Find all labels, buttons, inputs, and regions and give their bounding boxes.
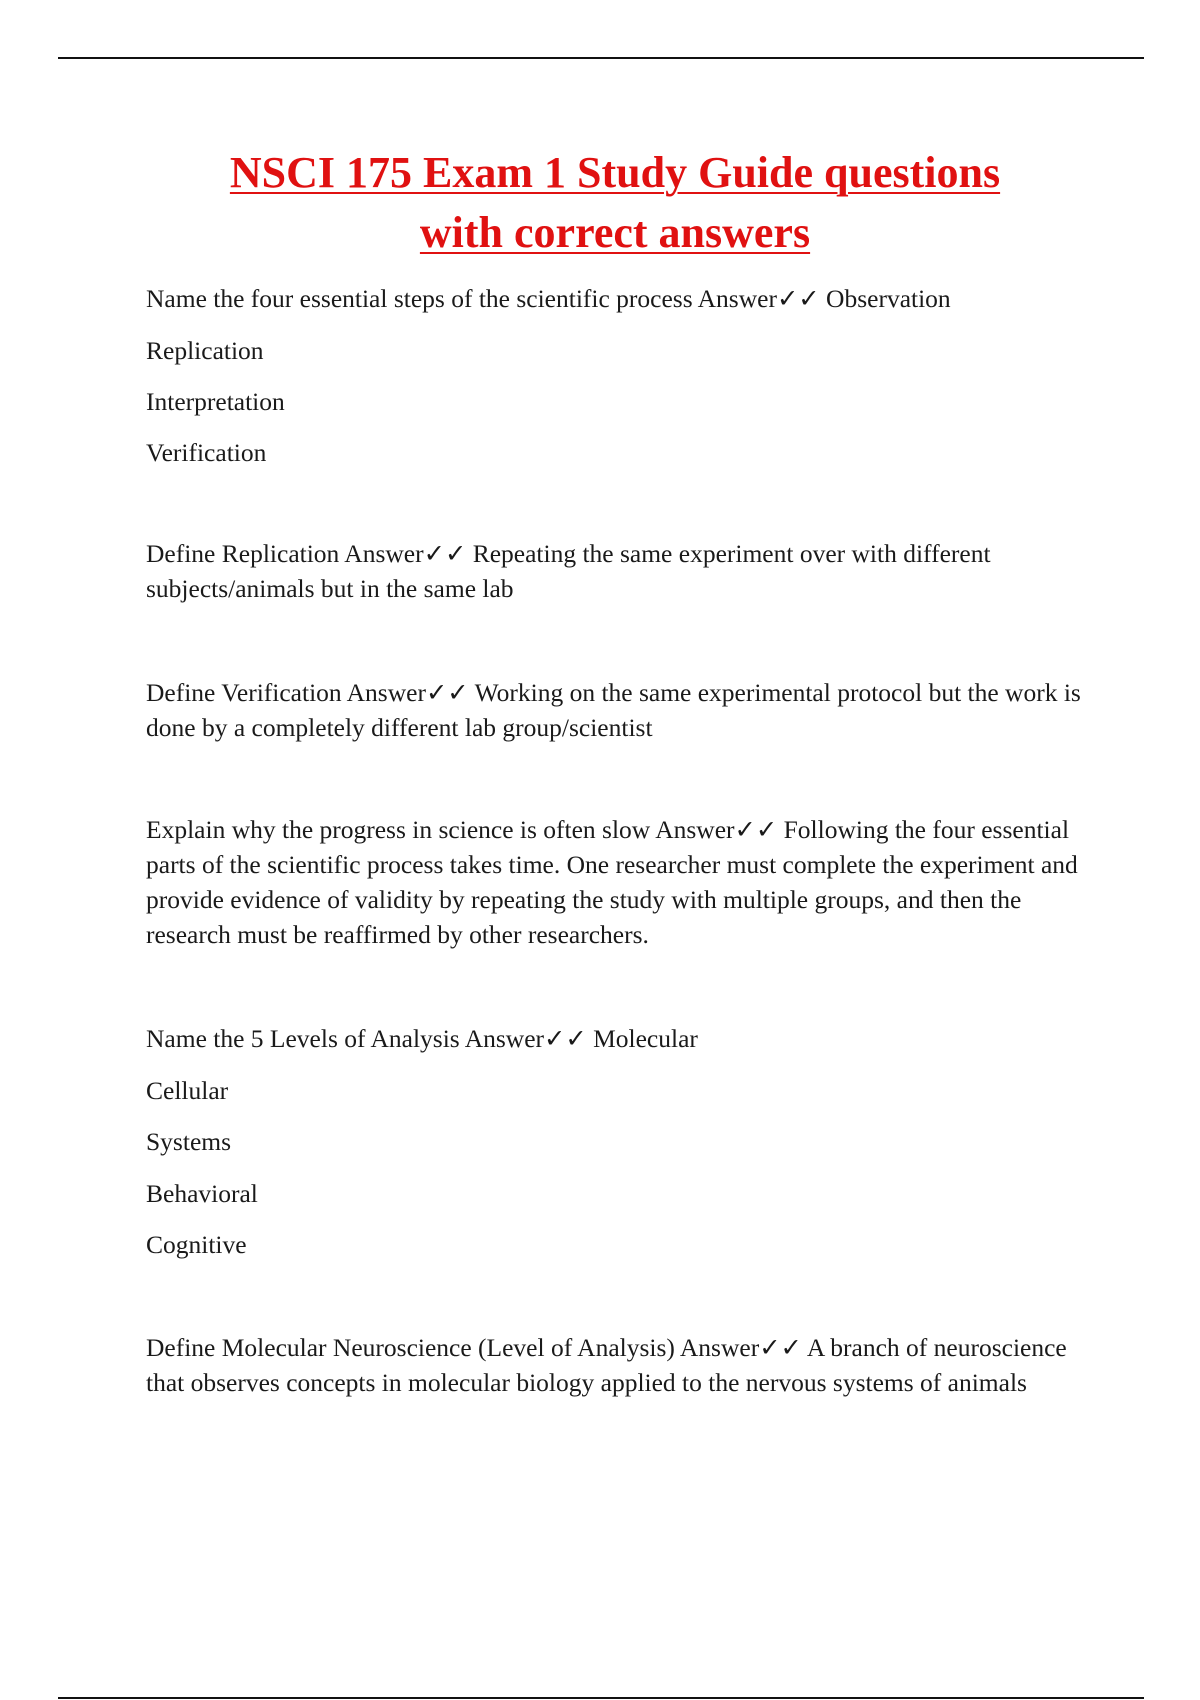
title-line-1: NSCI 175 Exam 1 Study Guide questions <box>229 148 1001 197</box>
list-item: Cellular <box>146 1076 229 1105</box>
document-title <box>120 143 1110 263</box>
bottom-rule <box>58 1697 1144 1699</box>
qa-item-steps-question: Name the four essential steps of the scientific process Answer✓✓ Observation <box>146 284 951 313</box>
qa-item-replication: Define Replication Answer✓✓ Repeating the same experiment over with different subjects/animals but in the same lab <box>146 539 991 603</box>
list-item: Systems <box>146 1127 232 1156</box>
qa-item-verification: Define Verification Answer✓✓ Working on the same experimental protocol but the work is done by a completely different lab group/scientist <box>146 678 1081 742</box>
qa-item-progress: Explain why the progress in science is often slow Answer✓✓ Following the four essential parts of the scientific process takes time. One researcher must complete the experiment and provide evidence of validity by repeating the study with multiple groups, and then the research must be reaffirmed by other researchers. <box>146 815 1078 949</box>
qa-item-molecular: Define Molecular Neuroscience (Level of Analysis) Answer✓✓ A branch of neuroscience that observes concepts in molecular biology applied to the nervous systems of animals <box>146 1333 1067 1397</box>
list-item: Interpretation <box>146 387 285 416</box>
list-item: Replication <box>146 336 264 365</box>
qa-item-levels-question: Name the 5 Levels of Analysis Answer✓✓ Molecular <box>146 1024 698 1053</box>
list-item: Behavioral <box>146 1179 258 1208</box>
title-line-2: with correct answers <box>419 208 811 257</box>
list-item: Cognitive <box>146 1230 247 1259</box>
top-rule <box>58 57 1144 59</box>
list-item: Verification <box>146 438 267 467</box>
